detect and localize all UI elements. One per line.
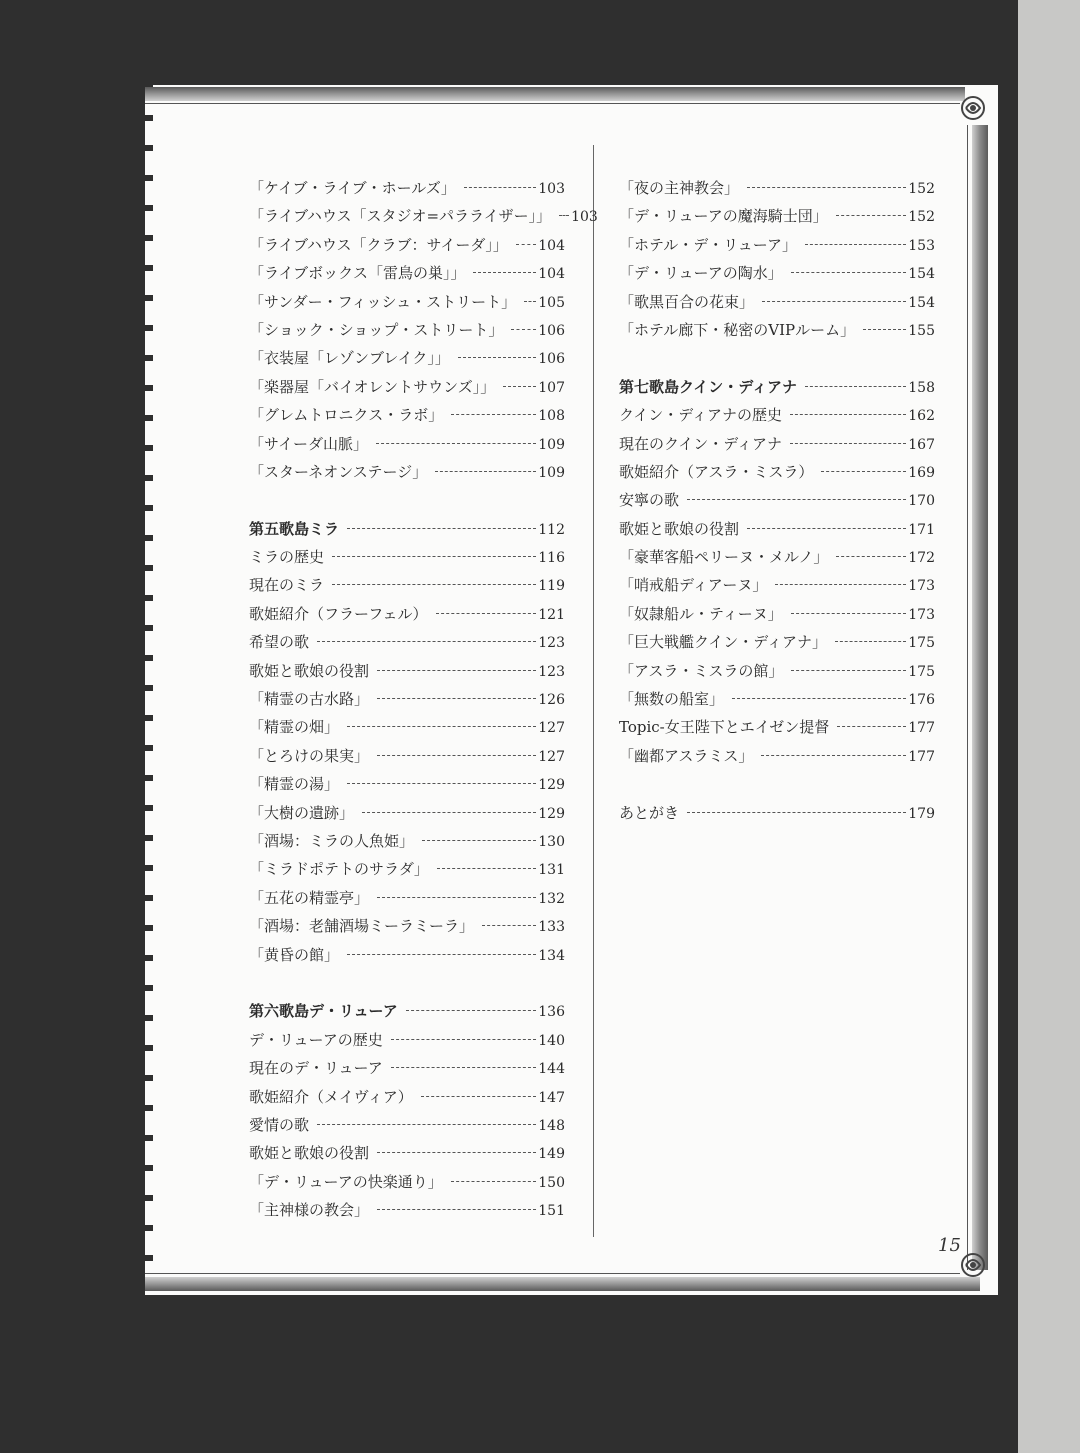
toc-entry <box>249 1029 565 1057</box>
toc-entry <box>619 518 935 546</box>
toc-page-number: 176 <box>908 692 935 709</box>
toc-page-number: 107 <box>538 379 565 396</box>
toc-page-number: 167 <box>908 436 935 453</box>
toc-entry <box>249 461 565 489</box>
toc-entry-title: 第六歌島デ・リューア <box>249 1002 398 1021</box>
dotted-leader <box>377 1152 536 1153</box>
dotted-leader <box>347 783 536 784</box>
dotted-leader <box>863 329 906 330</box>
toc-page-number: 175 <box>908 635 935 652</box>
toc-entry-title: 歌姫と歌娘の役割 <box>619 519 740 538</box>
toc-page-number: 103 <box>538 181 565 197</box>
dotted-leader <box>377 698 536 699</box>
toc-entry-title: クイン・ディアナの歴史 <box>619 406 783 425</box>
dotted-leader <box>473 272 536 273</box>
toc-page-number: 147 <box>538 1089 565 1106</box>
toc-entry <box>619 177 935 205</box>
toc-entry-title: 現在のデ・リューア <box>249 1059 383 1078</box>
toc-entry-title: 歌姫紹介（メイヴィア） <box>249 1087 413 1106</box>
toc-entry-title: 「アスラ・ミスラの館」 <box>619 661 784 680</box>
toc-entry <box>619 546 935 574</box>
toc-page-number: 129 <box>538 777 565 794</box>
dotted-leader <box>687 499 906 500</box>
toc-page-number: 173 <box>908 606 935 623</box>
toc-entry <box>249 376 565 404</box>
toc-entry <box>249 1114 565 1142</box>
toc-entry <box>619 660 935 688</box>
toc-page-number: 177 <box>908 720 935 737</box>
toc-entry-title: 「夜の主神教会」 <box>619 179 740 197</box>
dotted-leader <box>775 584 906 585</box>
toc-right-column <box>619 177 935 830</box>
dotted-leader <box>791 670 906 671</box>
dotted-leader <box>376 443 536 444</box>
toc-entry-title: 「酒場：ミラの人魚姫」 <box>249 831 415 850</box>
toc-page-number: 112 <box>538 521 565 538</box>
toc-page-number: 104 <box>538 266 565 283</box>
toc-page-number: 108 <box>538 408 565 425</box>
dotted-leader <box>332 584 536 585</box>
toc-entry-title: 「五花の精霊亭」 <box>249 888 370 907</box>
section-gap <box>619 773 935 801</box>
toc-entry <box>249 830 565 858</box>
toc-page-number: 158 <box>908 379 935 396</box>
toc-page-number: 123 <box>538 663 565 680</box>
toc-page-number: 104 <box>538 237 565 254</box>
toc-entry <box>249 603 565 631</box>
toc-page-number: 123 <box>538 635 565 652</box>
dotted-leader <box>836 556 906 557</box>
toc-page-number: 133 <box>538 919 565 936</box>
dotted-leader <box>747 528 906 529</box>
dotted-leader <box>837 726 906 727</box>
frame-line-bottom <box>145 1273 960 1274</box>
toc-page-number: 150 <box>538 1174 565 1191</box>
frame-border-top <box>145 87 965 101</box>
dotted-leader <box>347 726 536 727</box>
toc-entry <box>619 404 935 432</box>
frame-line-right <box>967 125 968 1270</box>
dotted-leader <box>511 329 536 330</box>
dotted-leader <box>559 215 569 216</box>
toc-page-number: 134 <box>538 947 565 964</box>
toc-entry <box>619 745 935 773</box>
dotted-leader <box>687 812 906 813</box>
dotted-leader <box>761 755 906 756</box>
frame-border-right <box>972 125 988 1270</box>
toc-page-number: 132 <box>538 890 565 907</box>
toc-entry <box>249 1199 565 1227</box>
toc-entry <box>249 1086 565 1114</box>
toc-entry-title: 「無数の船室」 <box>619 690 725 709</box>
dotted-leader <box>805 386 906 387</box>
toc-page-number: 177 <box>908 748 935 765</box>
torn-page-edge <box>145 85 153 1295</box>
section-gap <box>619 347 935 375</box>
dotted-leader <box>422 840 536 841</box>
toc-entry <box>249 262 565 290</box>
dotted-leader <box>362 812 536 813</box>
toc-page-number: 116 <box>538 550 565 567</box>
toc-entry <box>249 234 565 262</box>
toc-entry-title: 現在のクイン・ディアナ <box>619 434 783 453</box>
toc-entry-title: 安寧の歌 <box>619 491 680 510</box>
toc-page-number: 170 <box>908 493 935 510</box>
toc-page-number: 153 <box>908 237 935 254</box>
toc-page-number: 130 <box>538 833 565 850</box>
dotted-leader <box>451 414 536 415</box>
dotted-leader <box>790 414 906 415</box>
toc-entry-title: ミラの歴史 <box>249 548 325 567</box>
toc-entry-title: 「歌黒百合の花束」 <box>619 292 755 311</box>
dotted-leader <box>762 301 906 302</box>
toc-page-number: 148 <box>538 1117 565 1134</box>
book-page <box>145 85 998 1295</box>
toc-page-number: 152 <box>908 181 935 197</box>
toc-entry <box>619 291 935 319</box>
toc-entry <box>249 915 565 943</box>
dotted-leader <box>435 471 536 472</box>
toc-page-number: 154 <box>908 266 935 283</box>
toc-entry-title: 「幽都アスラミス」 <box>619 746 754 765</box>
column-divider <box>593 145 594 1237</box>
toc-page-number: 155 <box>908 322 935 339</box>
toc-page-number: 129 <box>538 805 565 822</box>
dotted-leader <box>503 386 536 387</box>
dotted-leader <box>835 641 906 642</box>
toc-page-number: 151 <box>538 1203 565 1220</box>
page-number: 15 <box>938 1235 961 1256</box>
toc-entry <box>249 574 565 602</box>
toc-entry <box>619 688 935 716</box>
toc-entry-title: 「主神様の教会」 <box>249 1201 370 1220</box>
dotted-leader <box>347 528 536 529</box>
toc-entry-title: デ・リューアの歴史 <box>249 1030 383 1049</box>
toc-entry-title: 「ショック・ショップ・ストリート」 <box>249 320 504 339</box>
toc-page-number: 136 <box>538 1004 565 1021</box>
toc-entry-title: 「サイーダ山脈」 <box>249 434 368 453</box>
dotted-leader <box>791 613 906 614</box>
dotted-leader <box>805 244 906 245</box>
toc-entry-title: 「大樹の遺跡」 <box>249 803 355 822</box>
toc-page-number: 103 <box>571 209 598 226</box>
toc-page-number: 109 <box>538 464 565 481</box>
dotted-leader <box>836 215 906 216</box>
toc-page-number: 119 <box>538 578 565 595</box>
dark-scan-margin-right <box>998 0 1018 1453</box>
toc-entry <box>619 234 935 262</box>
toc-entry <box>619 433 935 461</box>
toc-page-number: 109 <box>538 436 565 453</box>
dotted-leader <box>391 1039 536 1040</box>
toc-entry <box>249 177 565 205</box>
toc-entry <box>619 631 935 659</box>
dotted-leader <box>458 357 536 358</box>
toc-entry <box>619 262 935 290</box>
toc-entry <box>619 574 935 602</box>
dotted-leader <box>317 1124 536 1125</box>
toc-section-heading <box>249 1000 565 1028</box>
dotted-leader <box>377 755 536 756</box>
toc-page-number: 162 <box>908 408 935 425</box>
toc-page-number: 152 <box>908 209 935 226</box>
toc-page-number: 144 <box>538 1061 565 1078</box>
toc-entry-title: 愛情の歌 <box>249 1115 310 1134</box>
dotted-leader <box>821 471 906 472</box>
toc-page-number: 169 <box>908 464 935 481</box>
toc-entry-title: 歌姫紹介（アスラ・ミスラ） <box>619 462 814 481</box>
dotted-leader <box>451 1181 536 1182</box>
toc-entry-title: 「スターネオンステージ」 <box>249 462 428 481</box>
toc-page-number: 106 <box>538 322 565 339</box>
toc-entry-title: 希望の歌 <box>249 633 310 652</box>
toc-entry-title: 「奴隷船ル・ティーヌ」 <box>619 604 783 623</box>
dotted-leader <box>437 868 536 869</box>
toc-entry <box>619 603 935 631</box>
dotted-leader <box>524 301 536 302</box>
corner-ornament-icon <box>958 93 988 123</box>
dotted-leader <box>732 698 906 699</box>
toc-page-number: 140 <box>538 1032 565 1049</box>
toc-entry <box>249 773 565 801</box>
toc-entry-title: 「ホテル廊下・秘密のVIPルーム」 <box>619 320 856 339</box>
section-gap <box>249 972 565 1000</box>
toc-page-number: 154 <box>908 294 935 311</box>
toc-entry-title: 第五歌島ミラ <box>249 519 340 538</box>
frame-border-bottom <box>145 1277 980 1291</box>
toc-entry-title: 「豪華客船ペリーヌ・メルノ」 <box>619 548 829 567</box>
dark-scan-margin-bottom <box>0 1295 1018 1453</box>
dark-scan-margin-top <box>0 0 1018 85</box>
dotted-leader <box>347 954 536 955</box>
toc-page-number: 127 <box>538 720 565 737</box>
toc-left-column <box>249 177 598 1227</box>
toc-entry-title: 「デ・リューアの快楽通り」 <box>249 1172 443 1191</box>
toc-entry-title: 歌姫紹介（フラーフェル） <box>249 604 428 623</box>
toc-entry <box>249 319 565 347</box>
toc-entry-title: 「衣装屋「レゾンブレイク」」 <box>249 349 450 368</box>
toc-entry <box>249 205 598 233</box>
toc-entry-title: 「黄昏の館」 <box>249 945 340 964</box>
toc-entry <box>619 802 935 830</box>
dotted-leader <box>377 670 536 671</box>
dotted-leader <box>406 1010 536 1011</box>
toc-entry-title: 「サンダー・フィッシュ・ストリート」 <box>249 292 517 311</box>
toc-entry <box>249 1142 565 1170</box>
toc-page-number: 172 <box>908 550 935 567</box>
dotted-leader <box>516 244 536 245</box>
toc-entry-title: 「グレムトロニクス・ラボ」 <box>249 406 444 425</box>
dotted-leader <box>391 1067 536 1068</box>
dotted-leader <box>791 272 906 273</box>
dotted-leader <box>464 187 536 188</box>
toc-entry <box>619 716 935 744</box>
toc-entry-title: 歌姫と歌娘の役割 <box>249 661 370 680</box>
toc-entry-title: 「デ・リューアの魔海騎士団」 <box>619 207 828 226</box>
section-gap <box>249 489 565 517</box>
toc-entry-title: 「ライブハウス「クラブ：サイーダ」」 <box>249 235 508 254</box>
toc-entry <box>619 461 935 489</box>
toc-entry <box>619 489 935 517</box>
toc-page-number: 121 <box>538 606 565 623</box>
toc-entry-title: 「精霊の古水路」 <box>249 690 370 709</box>
dotted-leader <box>790 443 906 444</box>
toc-entry-title: 「デ・リューアの陶水」 <box>619 264 783 283</box>
toc-entry-title: 現在のミラ <box>249 576 325 595</box>
toc-entry <box>249 660 565 688</box>
toc-entry <box>249 1171 565 1199</box>
toc-entry-title: 「楽器屋「バイオレントサウンズ」」 <box>249 377 496 396</box>
toc-entry <box>249 944 565 972</box>
toc-page-number: 149 <box>538 1146 565 1163</box>
toc-entry <box>249 291 565 319</box>
toc-entry <box>249 802 565 830</box>
toc-entry <box>249 1057 565 1085</box>
toc-entry-title: 第七歌島クイン・ディアナ <box>619 377 798 396</box>
dotted-leader <box>377 897 536 898</box>
dotted-leader <box>317 641 536 642</box>
toc-page-number: 173 <box>908 578 935 595</box>
toc-section-heading <box>619 376 935 404</box>
toc-entry-title: 「ミラドポテトのサラダ」 <box>249 860 429 879</box>
toc-entry-title: 「酒場：老舗酒場ミーラミーラ」 <box>249 917 475 936</box>
toc-entry-title: Topic-女王陛下とエイゼン提督 <box>619 718 830 737</box>
toc-entry <box>619 205 935 233</box>
toc-entry <box>249 404 565 432</box>
toc-entry-title: 「ライブハウス「スタジオ=パラライザー」」 <box>249 207 552 226</box>
toc-page-number: 131 <box>538 862 565 879</box>
dotted-leader <box>436 613 537 614</box>
toc-entry <box>249 745 565 773</box>
toc-entry-title: 「ホテル・デ・リューア」 <box>619 235 798 254</box>
toc-page-number: 126 <box>538 692 565 709</box>
toc-entry <box>249 546 565 574</box>
toc-entry-title: 歌姫と歌娘の役割 <box>249 1144 370 1163</box>
toc-entry <box>249 347 565 375</box>
toc-entry <box>619 319 935 347</box>
toc-page-number: 106 <box>538 351 565 368</box>
toc-entry <box>249 716 565 744</box>
toc-page-number: 175 <box>908 663 935 680</box>
dark-scan-margin-left <box>0 0 145 1453</box>
toc-entry-title: 「ライブボックス「雷鳥の巣」」 <box>249 264 466 283</box>
toc-section-heading <box>249 518 565 546</box>
toc-entry-title: あとがき <box>619 803 680 822</box>
frame-line-top <box>145 103 960 104</box>
toc-page-number: 127 <box>538 748 565 765</box>
toc-page-number: 171 <box>908 521 935 538</box>
toc-entry <box>249 631 565 659</box>
toc-entry-title: 「精霊の湯」 <box>249 775 340 794</box>
dotted-leader <box>332 556 536 557</box>
toc-entry <box>249 433 565 461</box>
toc-entry <box>249 887 565 915</box>
toc-entry-title: 「とろけの果実」 <box>249 746 370 765</box>
toc-page-number: 105 <box>538 294 565 311</box>
corner-ornament-icon <box>958 1250 988 1280</box>
toc-entry-title: 「ケイブ・ライブ・ホールズ」 <box>249 179 456 197</box>
dotted-leader <box>482 925 536 926</box>
dotted-leader <box>377 1209 536 1210</box>
toc-entry-title: 「哨戒船ディアーヌ」 <box>619 576 768 595</box>
toc-entry-title: 「巨大戦艦クイン・ディアナ」 <box>619 633 828 652</box>
toc-entry-title: 「精霊の畑」 <box>249 718 340 737</box>
dotted-leader <box>421 1096 536 1097</box>
toc-entry <box>249 688 565 716</box>
toc-entry <box>249 858 565 886</box>
scanner-edge-strip <box>1018 0 1080 1453</box>
toc-page-number: 179 <box>908 805 935 822</box>
dotted-leader <box>747 187 906 188</box>
